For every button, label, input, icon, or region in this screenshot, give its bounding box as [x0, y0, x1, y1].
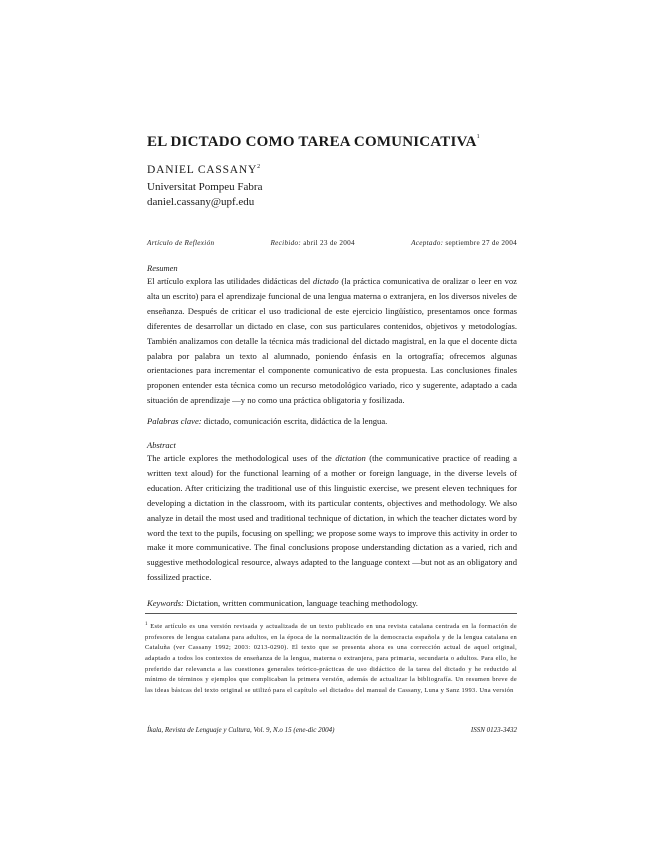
author-footnote-marker[interactable]: 2 — [257, 164, 261, 170]
journal-footer: Íkala, Revista de Lenguaje y Cultura, Vol. 9, N.o 15 (ene-dic 2004) — [147, 726, 335, 734]
resumen-heading: Resumen — [147, 263, 178, 273]
abstract-heading: Abstract — [147, 440, 176, 450]
author-affiliation: Universitat Pompeu Fabra — [147, 181, 263, 193]
accepted-date: Aceptado: septiembre 27 de 2004 — [411, 239, 517, 247]
abstract-text: The article explores the methodological uses of the dictation (the communicative practice of reading a written text aloud) for the functional learning of a mother or foreign language, in the diverse levels of education. After criticizing the traditional use of this linguistic exercise, we present eleven techniques for developing a dictation in the classroom, with its particular contents, objectives and methodology. We also analyze in detail the most used and traditional technique of dictation, in which the teacher dictates word by word the text to the pupils, focusing on spelling; we propose some ways to improve this activity in order to make it more communicative. The final conclusions propose understanding dictation as a varied, rich and suggestive methodological resource, always adapted to the language context —but not as an obligatory and fossilized practice. — [147, 453, 517, 583]
author-name: DANIEL CASSANY$^2$ — [147, 164, 261, 176]
author-email[interactable]: daniel.cassany@upf.edu — [147, 196, 255, 208]
resumen-text: El artículo explora las utilidades didácticas del dictado (la práctica comunicativa de oralizar o leer en voz alta un escrito) para el aprendizaje funcional de una lengua materna o extranjera, en los diversos niveles de enseñanza. Después de criticar el uso tradicional de este ejercicio lingüístico, presentamos once formas diferentes de desarrollar un dictado en clase, con sus particulares contenidos, objetivos y metodologías. También analizamos con detalle la técnica más tradicional del dictado magistral, en la que el docente dicta palabra por palabra un texto al alumnado, poniendo énfasis en la ortografía; ofrecemos algunas orientaciones para incrementar el componente comunicativo de esta propuesta. Las conclusiones finales proponen entender esta técnica como un recurso metodológico variado, rico y sugerente, adaptado a cada situación de aprendizaje —y no como una práctica obligatoria y fosilizada. — [147, 276, 517, 406]
title-footnote-marker[interactable]: 1 — [476, 134, 480, 140]
article-title: EL DICTADO COMO TAREA COMUNICATIVA$^1$ — [147, 134, 480, 150]
palabras-clave: Palabras clave: dictado, comunicación escrita, didáctica de la lengua. — [147, 416, 388, 426]
article-metadata — [147, 239, 517, 247]
article-type: Artículo de Reflexión — [147, 239, 215, 247]
footnote-area — [145, 613, 517, 709]
received-date: Recibido: abril 23 de 2004 — [270, 239, 355, 247]
issn-footer: ISSN 0123-3432 — [470, 726, 517, 734]
footnote-1: $^1$ Este artículo es una versión revisada y actualizada de un texto publicado en una revista catalana centrada en la formación de profesores de lengua catalana para adultos, en la época de la normalización de la democracia española y de la lengua catalana en Cataluña (ver Cassany 1992; 2003: 0213-0290). El texto que se presenta ahora es una corrección actual de aquel original, adaptado a todos los contextos de enseñanza de la lengua, materna o extranjera, para primaria, secundaria o adultos. Para ello, he preferido dar relevancia a las cuestiones generales teórico-prácticas de uso didáctico de la tarea del dictado y he reducido al mínimo de términos y ejemplos que complicaban la primera versión, además de actualizar la bibliografía. Un resumen breve de las ideas básicas del texto original se utilizó para el capítulo «el dictado» del manual de Cassany, Luna y Sanz 1993. Una versión — [145, 622, 517, 694]
keywords: Keywords: Dictation, written communication, language teaching methodology. — [147, 598, 418, 608]
